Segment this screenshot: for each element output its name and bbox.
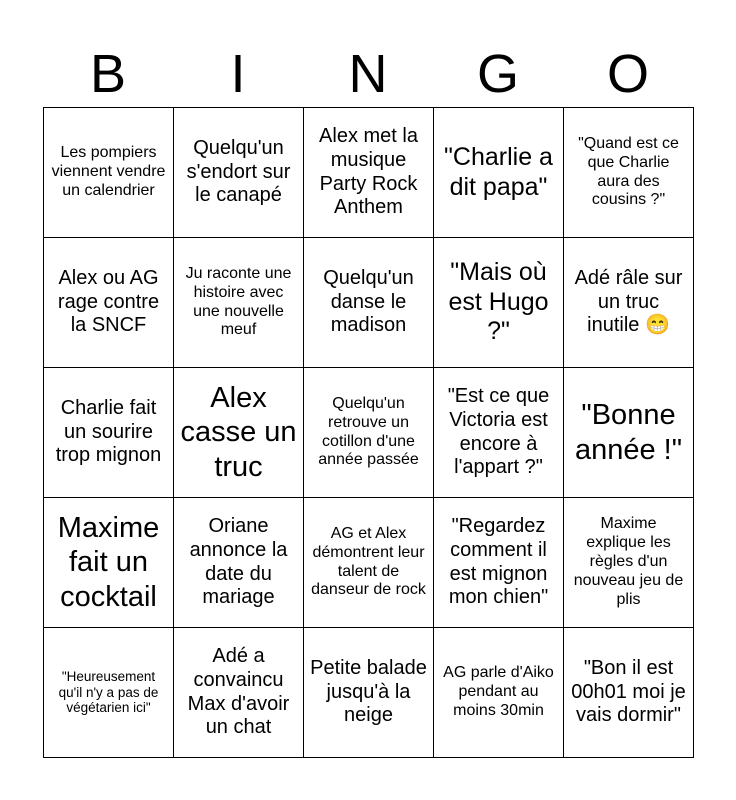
- bingo-cell[interactable]: [564, 368, 694, 498]
- bingo-cell[interactable]: [434, 238, 564, 368]
- header-letter-g: G: [476, 44, 519, 104]
- cell-text: "Bon il est 00h01 moi je vais dormir": [571, 657, 686, 727]
- cell-text: Alex ou AG rage contre la SNCF: [57, 267, 160, 337]
- cell-text: "Est ce que Victoria est encore à l'appart ?": [447, 385, 550, 479]
- cell-text: "Bonne année !": [574, 399, 683, 466]
- header-letter-n: N: [348, 44, 388, 104]
- header-letter-o: O: [606, 44, 649, 104]
- bingo-cell[interactable]: [44, 368, 174, 498]
- cell-text: "Mais où est Hugo ?": [448, 258, 549, 346]
- board-row: [44, 238, 694, 368]
- cell-text: Petite balade jusqu'à la neige: [310, 657, 427, 727]
- cell-text: Les pompiers viennent vendre un calendrier: [51, 144, 166, 199]
- bingo-cell[interactable]: [564, 238, 694, 368]
- bingo-cell[interactable]: [174, 368, 304, 498]
- header-letter-b: B: [89, 44, 127, 104]
- bingo-cell[interactable]: [304, 628, 434, 758]
- bingo-cell[interactable]: [304, 368, 434, 498]
- header-letter-i: I: [230, 44, 246, 104]
- bingo-board: [43, 107, 694, 758]
- bingo-cell[interactable]: [304, 498, 434, 628]
- cell-text: Quelqu'un s'endort sur le canapé: [186, 137, 291, 207]
- bingo-cell[interactable]: [174, 108, 304, 238]
- cell-text: Maxime fait un cocktail: [57, 512, 160, 613]
- cell-text: "Charlie a dit papa": [444, 143, 553, 201]
- bingo-cell[interactable]: [434, 108, 564, 238]
- cell-text: Oriane annonce la date du mariage: [189, 515, 288, 609]
- cell-text: Alex casse un truc: [180, 382, 297, 483]
- cell-text: Adé râle sur un truc inutile 😁: [574, 267, 683, 337]
- board-row: [44, 108, 694, 238]
- bingo-cell[interactable]: [434, 628, 564, 758]
- bingo-cell[interactable]: [304, 238, 434, 368]
- bingo-cell[interactable]: [174, 498, 304, 628]
- board-row: [44, 368, 694, 498]
- board-row: [44, 628, 694, 758]
- cell-text: Alex met la musique Party Rock Anthem: [319, 125, 418, 219]
- cell-text: Ju raconte une histoire avec une nouvelle meuf: [185, 264, 292, 339]
- bingo-cell[interactable]: [44, 238, 174, 368]
- bingo-cell[interactable]: [44, 628, 174, 758]
- bingo-cell[interactable]: [44, 498, 174, 628]
- bingo-cell[interactable]: [304, 108, 434, 238]
- cell-text: AG et Alex démontrent leur talent de danseur de rock: [311, 524, 426, 599]
- bingo-header: [43, 42, 693, 106]
- cell-text: "Regardez comment il est mignon mon chien": [448, 515, 549, 609]
- cell-text: "Quand est ce que Charlie aura des cousins ?": [578, 134, 679, 209]
- cell-text: Quelqu'un danse le madison: [323, 267, 414, 337]
- bingo-cell[interactable]: [44, 108, 174, 238]
- bingo-cell[interactable]: [564, 498, 694, 628]
- board-row: [44, 498, 694, 628]
- bingo-cell[interactable]: [564, 628, 694, 758]
- bingo-cell[interactable]: [434, 498, 564, 628]
- cell-text: Adé a convaincu Max d'avoir un chat: [187, 645, 290, 739]
- bingo-cell[interactable]: [564, 108, 694, 238]
- cell-text: AG parle d'Aiko pendant au moins 30min: [443, 664, 554, 719]
- bingo-cell[interactable]: [174, 238, 304, 368]
- cell-text: Quelqu'un retrouve un cotillon d'une année passée: [318, 394, 419, 469]
- cell-text: Charlie fait un sourire trop mignon: [55, 397, 162, 467]
- cell-text: Maxime explique les règles d'un nouveau jeu de plis: [573, 515, 684, 608]
- cell-text: "Heureusement qu'il n'y a pas de végétarien ici": [58, 668, 159, 716]
- bingo-cell[interactable]: [434, 368, 564, 498]
- bingo-cell[interactable]: [174, 628, 304, 758]
